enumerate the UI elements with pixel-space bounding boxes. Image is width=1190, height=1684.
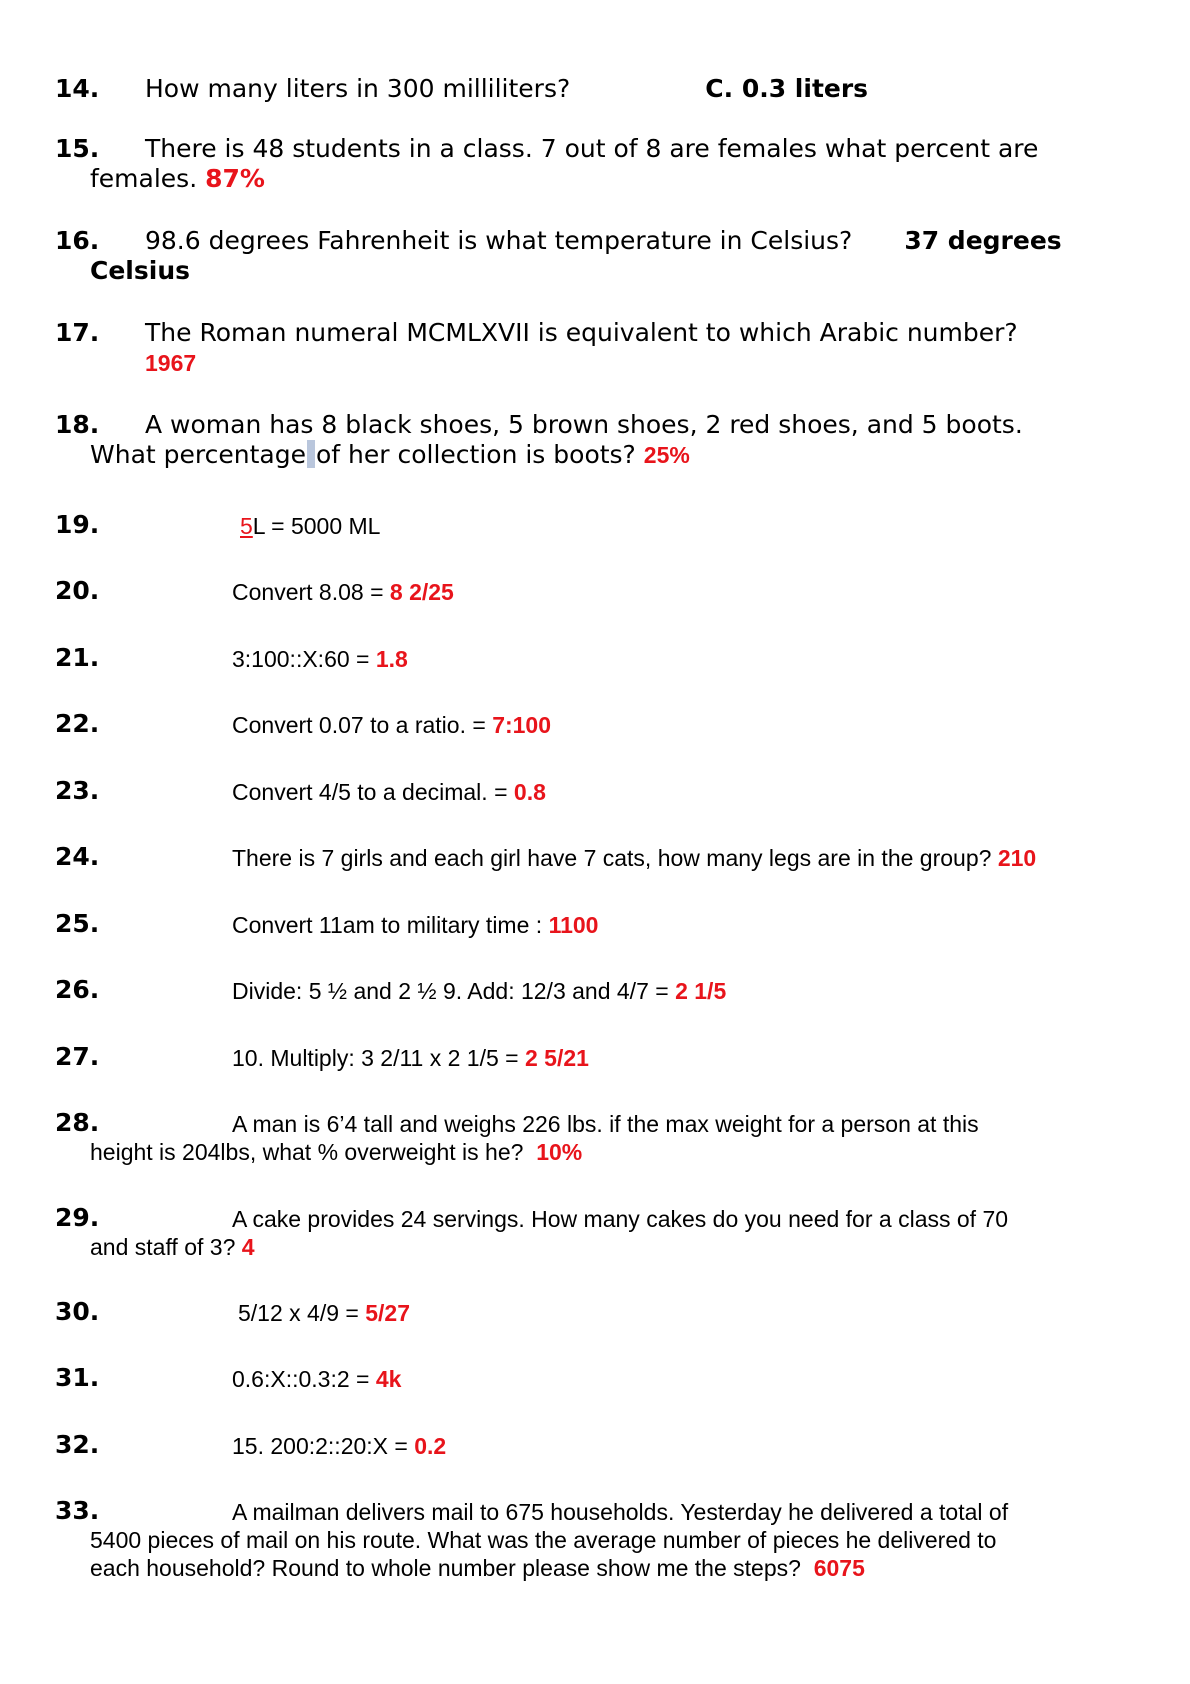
answer: 4k: [375, 1366, 402, 1392]
question-body: 5/12 x 4/9 =: [238, 1300, 359, 1326]
question-body: 15. 200:2::20:X =: [232, 1433, 408, 1459]
question-number: 31.: [55, 1363, 100, 1392]
question-text: [145, 318, 1090, 378]
answer: 6075: [813, 1555, 865, 1581]
question-text: [238, 1299, 1090, 1327]
question-body: Divide: 5 ½ and 2 ½ 9. Add: 12/3 and 4/7 =: [232, 978, 669, 1004]
question-text: [232, 778, 1090, 806]
answer: 25%: [643, 442, 690, 468]
answer: 8 2/25: [389, 579, 454, 605]
question-text: [232, 645, 1090, 673]
question-text: [90, 410, 1090, 470]
question-text: [240, 512, 1090, 540]
question-number: 27.: [55, 1042, 100, 1071]
question-number: 19.: [55, 510, 100, 539]
question-number: 18.: [55, 410, 100, 439]
question-body: Convert 4/5 to a decimal. =: [232, 779, 508, 805]
question-number: 15.: [55, 134, 100, 163]
question-body: Convert 8.08 =: [232, 579, 384, 605]
answer: 5/27: [365, 1300, 410, 1326]
question-number: 21.: [55, 643, 100, 672]
question-number: 17.: [55, 318, 100, 347]
question-body: 3:100::X:60 =: [232, 646, 370, 672]
question-body: 98.6 degrees Fahrenheit is what temperature in Celsius?: [145, 226, 853, 255]
question-text: [232, 711, 1090, 739]
question-body: Convert 11am to military time :: [232, 912, 543, 938]
question-text: [90, 1110, 1030, 1166]
question-number: 29.: [55, 1203, 100, 1232]
question-body: A woman has 8 black shoes, 5 brown shoes, 2 red shoes, and 5 boots. What percentage: [90, 410, 1023, 469]
answer: 2 5/21: [525, 1045, 589, 1071]
question-number: 20.: [55, 576, 100, 605]
question-number: 30.: [55, 1297, 100, 1326]
question-text: [145, 74, 1090, 104]
question-text: [232, 578, 1090, 606]
question-body-continued: of her collection is boots?: [315, 440, 636, 469]
question-text: [232, 844, 1130, 872]
question-text: [232, 1044, 1090, 1072]
answer: 5: [240, 513, 253, 539]
answer: 7:100: [492, 712, 552, 738]
question-body: There is 7 girls and each girl have 7 cats, how many legs are in the group?: [232, 845, 992, 871]
question-body: How many liters in 300 milliliters?: [145, 74, 571, 103]
question-number: 28.: [55, 1108, 100, 1137]
question-text: [232, 1365, 1090, 1393]
question-number: 33.: [55, 1496, 100, 1525]
answer: 0.8: [513, 779, 546, 805]
answer: 1.8: [375, 646, 408, 672]
question-number: 14.: [55, 74, 100, 103]
question-body: A cake provides 24 servings. How many cakes do you need for a class of 70 and staff of 3?: [90, 1206, 1009, 1260]
answer: 2 1/5: [675, 978, 727, 1004]
question-text: [90, 1205, 1030, 1261]
answer: 4: [241, 1234, 255, 1260]
question-body: 10. Multiply: 3 2/11 x 2 1/5 =: [232, 1045, 519, 1071]
question-number: 23.: [55, 776, 100, 805]
answer: 0.2: [414, 1433, 447, 1459]
question-number: 22.: [55, 709, 100, 738]
question-text: [232, 1432, 1090, 1460]
question-body: There is 48 students in a class. 7 out of 8 are females what percent are females.: [90, 134, 1039, 193]
text-cursor: [307, 440, 315, 468]
question-number: 16.: [55, 226, 100, 255]
question-body: L = 5000 ML: [252, 513, 381, 539]
answer: C. 0.3 liters: [705, 74, 869, 103]
question-text: [232, 911, 1090, 939]
question-body: A mailman delivers mail to 675 households. Yesterday he delivered a total of 5400 pieces of mail on his route. What was the average number of pieces he delivered to each household? Round to whole number please show me the steps?: [90, 1499, 1009, 1581]
answer: 87%: [205, 164, 265, 193]
answer: 1967: [145, 350, 197, 376]
question-text: [90, 226, 1100, 286]
question-number: 25.: [55, 909, 100, 938]
question-number: 26.: [55, 975, 100, 1004]
question-number: 24.: [55, 842, 100, 871]
answer: 1100: [548, 912, 599, 938]
question-text: [90, 1498, 1050, 1582]
question-body: 0.6:X::0.3:2 =: [232, 1366, 370, 1392]
answer: 37 degrees Celsius: [90, 226, 1062, 285]
question-number: 32.: [55, 1430, 100, 1459]
answer: 10%: [536, 1139, 583, 1165]
question-body: Convert 0.07 to a ratio. =: [232, 712, 486, 738]
answer: 210: [997, 845, 1037, 871]
question-body: A man is 6’4 tall and weighs 226 lbs. if the max weight for a person at this height is 204lbs, what % overweight is he?: [90, 1111, 979, 1165]
question-text: [90, 134, 1090, 194]
question-body: The Roman numeral MCMLXVII is equivalent to which Arabic number?: [145, 318, 1018, 347]
question-text: [232, 977, 1090, 1005]
